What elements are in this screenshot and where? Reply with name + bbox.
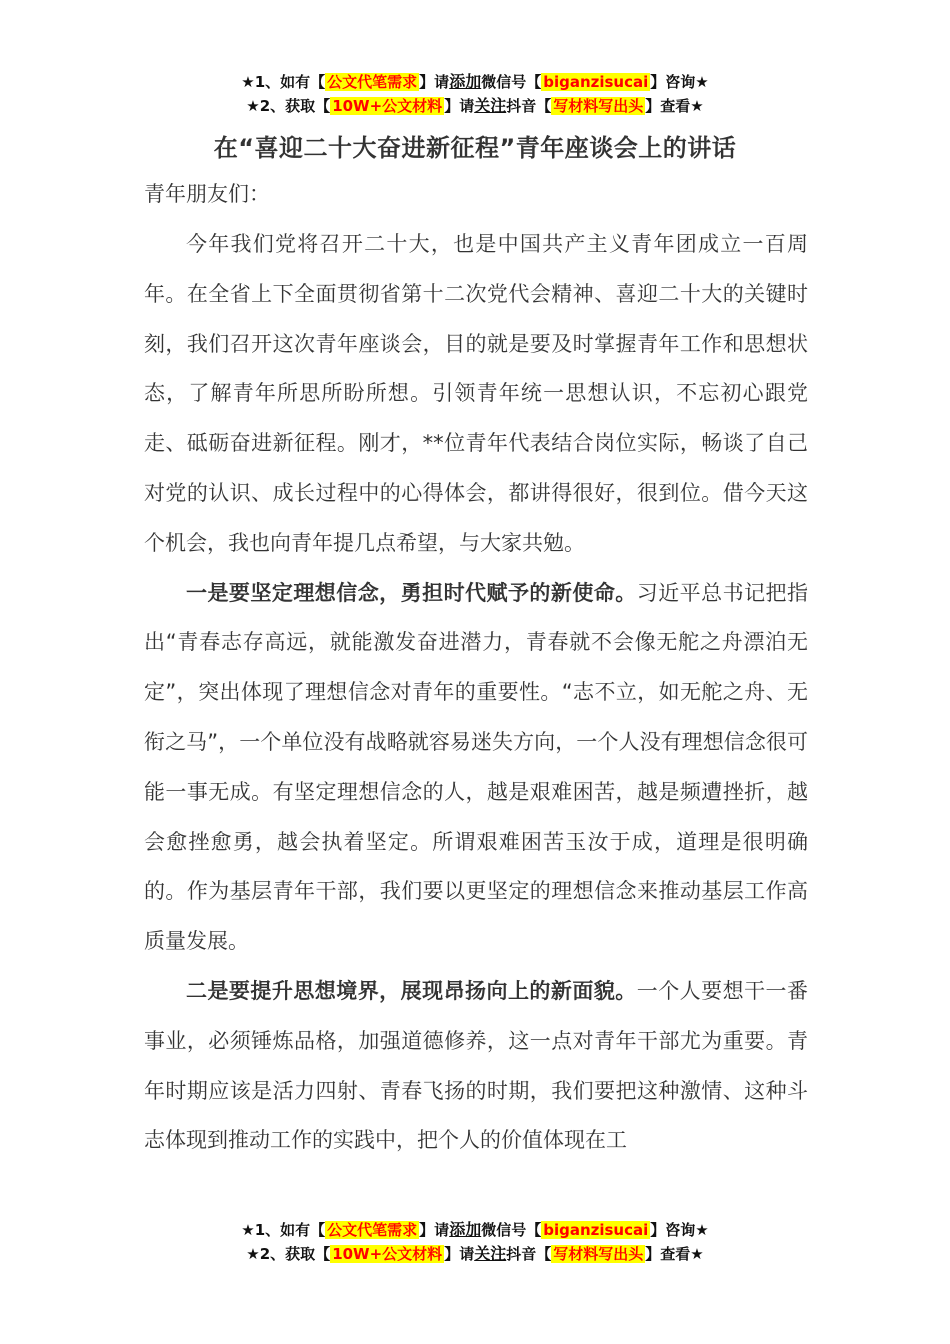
highlight-ghostwriting: 公文代笔需求 <box>327 1221 418 1239</box>
salutation: 青年朋友们： <box>144 182 270 206</box>
footer-banner-line-2: ★2、获取【 10W+公文材料 】请关注抖音【 写材料写出头 】查看★ <box>246 1244 704 1263</box>
highlight-douyin-account: 写材料写出头 <box>553 97 644 115</box>
footer-banner-line-1: ★1、如有【 公文代笔需求 】请添加微信号【 biganzisucai 】咨询★ <box>241 1220 709 1239</box>
highlight-douyin-account: 写材料写出头 <box>553 1245 644 1263</box>
highlight-wechat-id: biganzisucai <box>543 73 649 91</box>
header-banner-line-1: ★1、如有【 公文代笔需求 】请添加微信号【 biganzisucai 】咨询★ <box>241 72 709 91</box>
highlight-materials: 10W+公文材料 <box>332 97 443 115</box>
highlight-ghostwriting: 公文代笔需求 <box>327 73 418 91</box>
highlight-materials: 10W+公文材料 <box>332 1245 443 1263</box>
document-body <box>144 220 808 1166</box>
document-title: 在“喜迎二十大奋进新征程”青年座谈会上的讲话 <box>213 134 737 162</box>
point-2-heading: 二是要提升思想境界，展现昂扬向上的新面貌。 <box>186 978 637 1003</box>
point-1-heading: 一是要坚定理想信念，勇担时代赋予的新使命。 <box>186 580 637 605</box>
header-banner-line-2: ★2、获取【 10W+公文材料 】请关注抖音【 写材料写出头 】查看★ <box>246 96 704 115</box>
header-banner <box>0 70 950 118</box>
paragraph-point-1: 一是要坚定理想信念，勇担时代赋予的新使命。习近平总书记把指出“青春志存高远，就能激发奋进潜力，青春就不会像无舵之舟漂泊无定”，突出体现了理想信念对青年的重要性。“志不立，如无舵之舟、无衔之马”，一个单位没有战略就容易迷失方向，一个人没有理想信念很可能一事无成。有坚定理想信念的人，越是艰难困苦，越是频遭挫折，越会愈挫愈勇，越会执着坚定。所谓艰难困苦玉汝于成，道理是很明确的。作为基层青年干部，我们要以更坚定的理想信念来推动基层工作高质量发展。 <box>144 580 808 954</box>
highlight-wechat-id: biganzisucai <box>543 1221 649 1239</box>
footer-banner <box>0 1218 950 1266</box>
paragraph-point-2: 二是要提升思想境界，展现昂扬向上的新面貌。一个人要想干一番事业，必须锤炼品格，加强道德修养，这一点对青年干部尤为重要。青年时期应该是活力四射、青春飞扬的时期，我们要把这种激情、这种斗志体现到推动工作的实践中，把个人的价值体现在工 <box>144 978 808 1153</box>
paragraph-intro: 今年我们党将召开二十大，也是中国共产主义青年团成立一百周年。在全省上下全面贯彻省第十二次党代会精神、喜迎二十大的关键时刻，我们召开这次青年座谈会，目的就是要及时掌握青年工作和思想状态，了解青年所思所盼所想。引领青年统一思想认识，不忘初心跟党走、砥砺奋进新征程。刚才，**位青年代表结合岗位实际，畅谈了自己对党的认识、成长过程中的心得体会，都讲得很好，很到位。借今天这个机会，我也向青年提几点希望，与大家共勉。 <box>144 232 808 555</box>
